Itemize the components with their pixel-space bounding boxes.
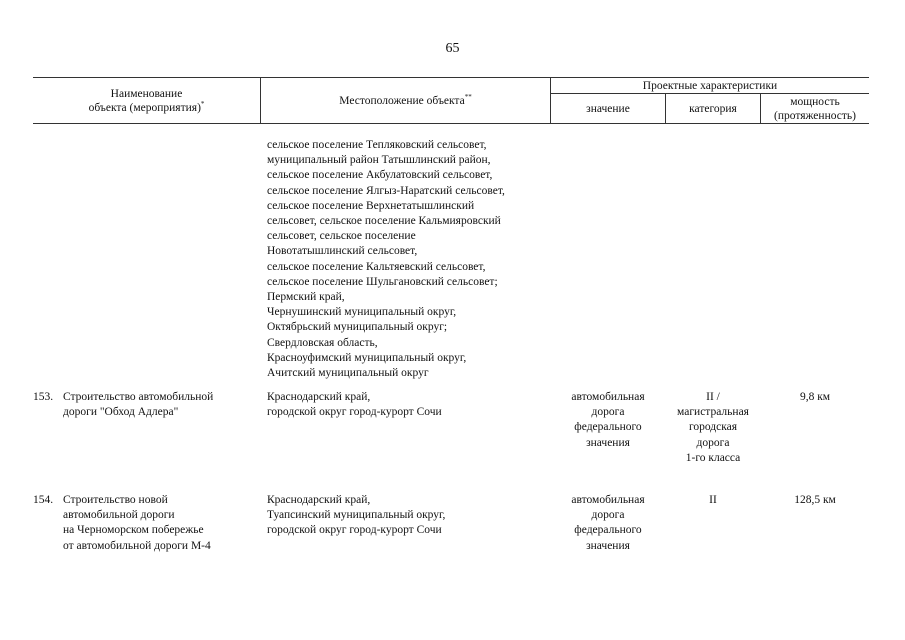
row-154-category — [666, 493, 760, 508]
location-line: Чернушинский муниципальный округ, — [267, 306, 457, 319]
row-153-capacity: 9,8 км — [799, 391, 831, 403]
header-group-title: Проектные характеристики — [642, 79, 778, 92]
name-line: на Черноморском побережье — [63, 524, 204, 537]
row-154-location — [267, 493, 552, 539]
category-line: 1-го класса — [685, 451, 741, 464]
header-location-label: Местоположение объекта — [339, 94, 465, 107]
name-line: Строительство автомобильной — [63, 391, 214, 403]
header-value-cell: значение — [586, 102, 630, 115]
header-capacity-line-2: (протяженность) — [774, 109, 856, 122]
location-line: сельское поселение Верхнетатышлинский — [267, 199, 475, 212]
location-line: Новотатышлинский сельсовет, — [267, 245, 418, 258]
row-154-number: 154. — [33, 494, 54, 506]
location-line: сельское поселение Ялгыз-Наратский сельсовет, — [267, 184, 505, 197]
row-153-value — [551, 390, 665, 451]
value-line: значения — [586, 436, 630, 449]
category-line: городская — [688, 421, 738, 434]
location-line: Краснодарский край, — [267, 494, 371, 506]
location-line: сельское поселение Шульгановский сельсовет; — [267, 275, 498, 288]
value-line: значения — [586, 539, 630, 552]
location-line: сельское поселение Кальтяевский сельсовет, — [267, 260, 486, 273]
location-line: Ачитский муниципальный округ — [267, 367, 429, 380]
name-line: автомобильной дороги — [63, 509, 175, 522]
row-153-category — [666, 390, 760, 466]
category-line: II — [709, 494, 717, 506]
location-line: Красноуфимский муниципальный округ, — [267, 351, 467, 364]
location-line: Туапсинский муниципальный округ, — [267, 509, 446, 522]
location-line: Пермский край, — [267, 291, 345, 304]
location-line: сельсовет, сельское поселение — [267, 230, 416, 243]
header-location-cell — [261, 78, 550, 123]
value-line: федерального — [574, 524, 642, 537]
value-line: автомобильная — [571, 391, 645, 403]
row-154-value — [551, 493, 665, 554]
category-line: дорога — [696, 436, 730, 449]
header-category-cell: категория — [689, 102, 737, 115]
category-line: II / — [706, 391, 720, 403]
value-line: дорога — [591, 406, 625, 419]
row-154-capacity: 128,5 км — [794, 494, 836, 506]
value-line: федерального — [574, 421, 642, 434]
header-bottom-rule — [33, 123, 869, 124]
location-line: Свердловская область, — [267, 336, 378, 349]
location-line: Октябрьский муниципальный округ; — [267, 321, 448, 334]
location-line: муниципальный район Татышлинский район, — [267, 154, 491, 167]
footnote-mark: * — [200, 99, 205, 108]
footnote-mark: ** — [464, 92, 472, 101]
header-name-line-1: Наименование — [110, 87, 183, 100]
header-capacity-line-1: мощность — [790, 95, 840, 108]
row-153-location — [267, 390, 552, 420]
location-line: сельсовет, сельское поселение Кальмияровский — [267, 215, 501, 228]
row-153-number: 153. — [33, 391, 54, 403]
location-line: городской округ город-курорт Сочи — [267, 524, 442, 537]
header-name-line-2: объекта (мероприятия)* — [88, 99, 205, 114]
location-line: городской округ город-курорт Сочи — [267, 406, 442, 419]
name-line: Строительство новой — [63, 494, 168, 506]
header-name-cell — [33, 78, 260, 123]
location-line: сельское поселение Акбулатовский сельсовет, — [267, 169, 493, 182]
value-line: дорога — [591, 509, 625, 522]
category-line: магистральная — [677, 406, 749, 419]
name-line: от автомобильной дороги М-4 — [63, 539, 211, 552]
header-capacity-cell — [761, 94, 869, 123]
row-154-name — [63, 493, 258, 554]
location-line: Краснодарский край, — [267, 391, 371, 403]
row-153-name — [63, 390, 258, 420]
name-line: дороги "Обход Адлера" — [63, 406, 179, 419]
continuation-location — [267, 138, 552, 381]
page-number: 65 — [445, 41, 460, 56]
value-line: автомобильная — [571, 494, 645, 506]
location-line: сельское поселение Тепляковский сельсовет, — [267, 139, 487, 151]
